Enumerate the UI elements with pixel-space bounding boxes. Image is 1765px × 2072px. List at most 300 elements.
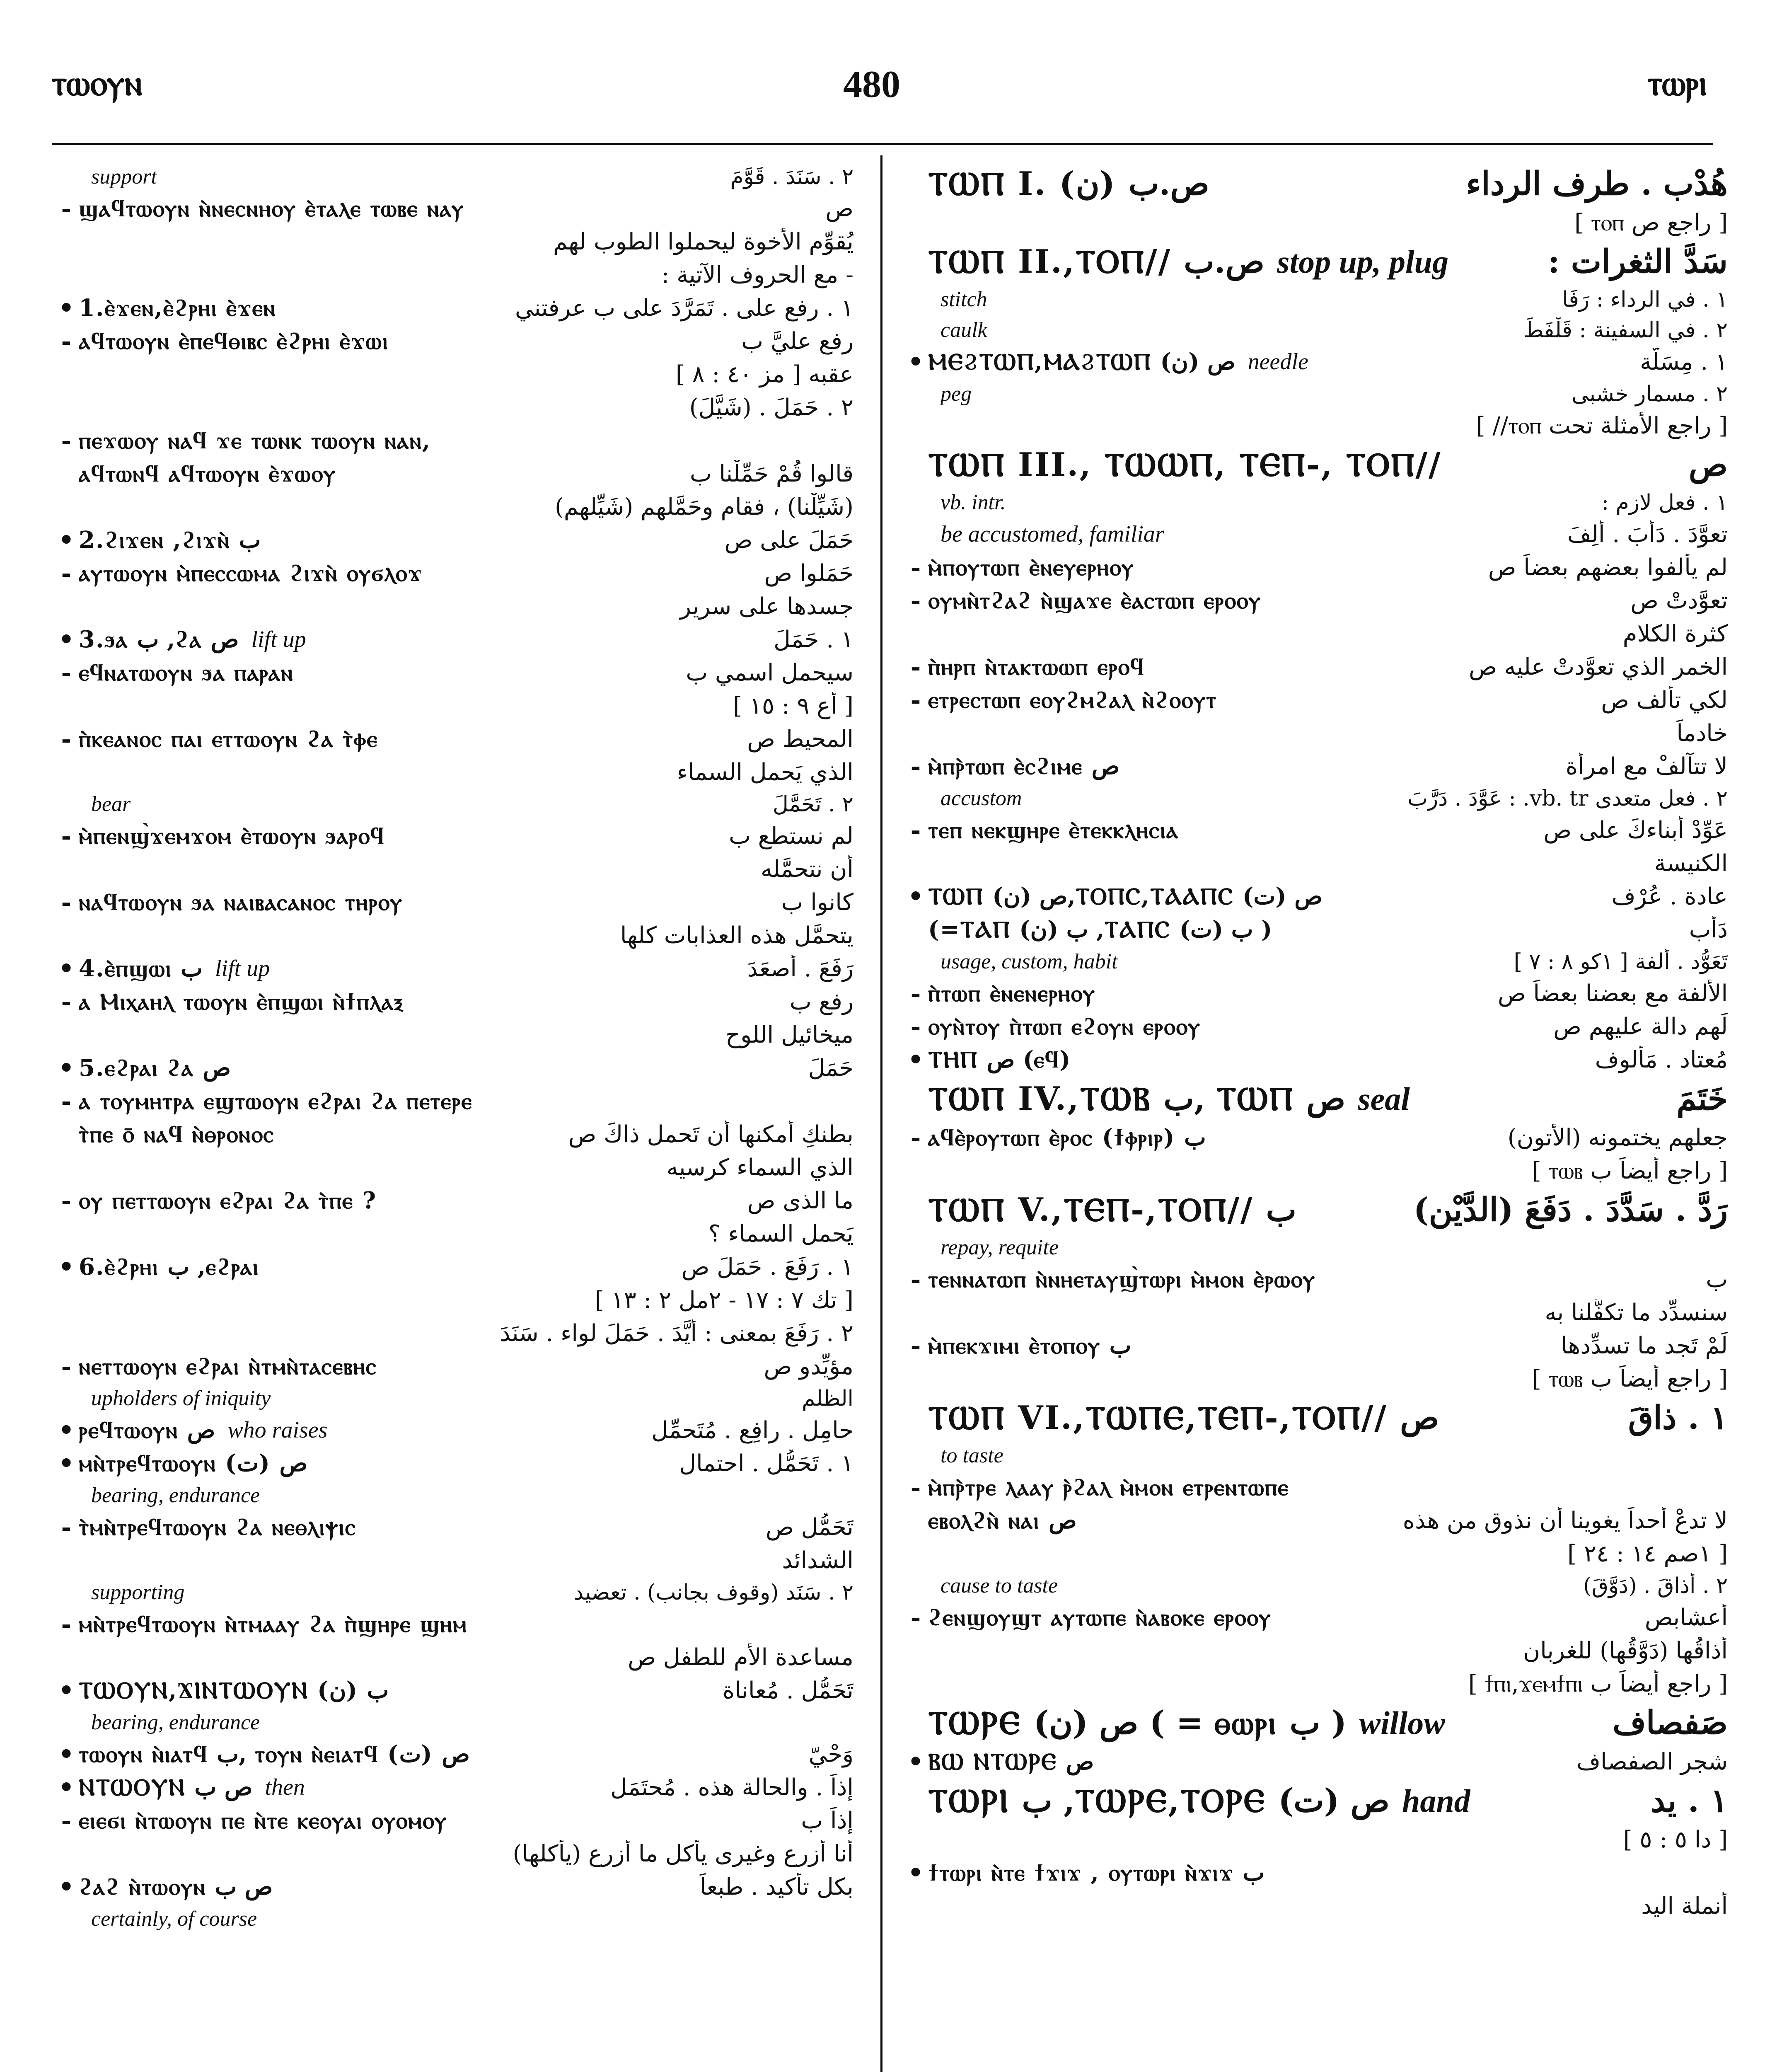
entry-line [54, 1871, 853, 1904]
entry-marker: - [910, 553, 921, 582]
entry-marker: • [58, 1676, 75, 1705]
entry-line [903, 717, 1728, 750]
coptic-text: ⲧⲱⲟⲩⲛ ⲛ̀ⲓⲁⲧϥ ب, ⲧⲟⲩⲛ ⲛ̀ⲉⲓⲁⲧϥ (ت) ص [79, 1740, 470, 1768]
entry-line [903, 651, 1728, 684]
entry-marker: • [907, 1046, 924, 1075]
coptic-text: 1.ⲉ̀ϫⲉⲛ,ⲉ̀ϩⲣⲏⲓ ⲉ̀ϫⲉⲛ [79, 294, 276, 322]
entry-line [54, 1577, 853, 1608]
entry-line [903, 315, 1728, 346]
arabic-gloss: تعوَّدَ . دَأَبَ . أَلِفَ [1567, 521, 1728, 548]
entry-line [903, 1890, 1728, 1923]
column-divider [880, 155, 882, 2072]
entry-line [54, 1804, 853, 1837]
entry-line [54, 391, 853, 424]
entry-line [54, 424, 853, 457]
entry-line [54, 1447, 853, 1480]
entry-marker: - [61, 658, 72, 687]
entry-line [54, 886, 853, 919]
entry-line [54, 1414, 853, 1447]
arabic-gloss: [ راجع أيضاً ب ⲧⲱⲃ ] [1532, 1365, 1728, 1393]
entry-marker: • [58, 954, 75, 983]
arabic-gloss: ب [1706, 1266, 1728, 1293]
coptic-text: ⲁϥⲧⲱⲟⲩⲛ ⲉ̀ⲡⲉϥⲑⲓⲃⲥ ⲉ̀ϩⲣⲏⲓ ⲉ̀ϫⲱⲓ [79, 327, 389, 355]
header-rule [52, 143, 1713, 145]
coptic-text: ⲦⲰⲠ VI.,ⲦⲰⲠⲈ,ⲦⲈⲠ-,ⲦⲞⲠ// ص [928, 1399, 1439, 1437]
english-gloss: vb. intr. [941, 490, 1006, 514]
arabic-gloss: رَدَّ . سَدَّدَ . دَفَعَ (الدَّيْن) [1413, 1191, 1728, 1229]
coptic-text: 2.ϩⲓϫⲉⲛ ,ϩⲓϫⲛ̀ ب [79, 526, 261, 554]
coptic-text: ⲉϥⲛⲁⲧⲱⲟⲩⲛ ϧⲁ ⲡⲁⲣⲁⲛ [79, 659, 294, 687]
coptic-text: ⲡ̀ⲧⲱⲡ ⲉ̀ⲛⲉⲛⲉⲣⲏⲟⲩ [928, 980, 1096, 1007]
arabic-gloss: ١ . تَحَمُّل . احتمال [679, 1450, 853, 1477]
english-gloss: accustom [941, 786, 1022, 810]
arabic-gloss: ٢ . رَفَعَ بمعنى : أيَّدَ . حَمَلَ لواء . سَنَدَ [500, 1320, 853, 1347]
entry-marker: - [61, 327, 72, 356]
arabic-gloss: الشدائد [782, 1547, 853, 1574]
entry-line [903, 518, 1728, 551]
coptic-text: ϣⲁϥⲧⲱⲟⲩⲛ ⲛ̀ⲛⲉⲥⲛⲏⲟⲩ ⲉ̀ⲧⲁⲗⲉ ⲧⲱⲃⲉ ⲛⲁⲩ [79, 195, 464, 223]
entry-line [54, 192, 853, 225]
page-number: 480 [843, 63, 900, 105]
arabic-gloss: ٢ . حَمَلَ . (شَيَّلَ) [689, 394, 853, 421]
english-gloss: be accustomed, familiar [941, 521, 1164, 547]
arabic-gloss: هُدْب . طرف الرداء [1466, 165, 1728, 203]
entry-line [54, 590, 853, 623]
arabic-gloss: أنملة اليد [1641, 1893, 1728, 1920]
arabic-gloss: يَحمل السماء ؟ [708, 1220, 853, 1248]
english-gloss: cause to taste [941, 1573, 1058, 1598]
entry-line [54, 1707, 853, 1738]
entry-headword-line [903, 162, 1728, 206]
entry-line [903, 1263, 1728, 1296]
coptic-text: ⲁ Ⲙⲓⲭⲁⲏⲗ ⲧⲱⲟⲩⲛ ⲉ̀ⲡϣⲱⲓ ⲛ̀ϯⲡⲗⲁⲝ [79, 988, 404, 1016]
entry-marker: - [910, 1603, 921, 1632]
coptic-text: ⲦⲰⲠ II.,ⲦⲞⲠ// ص.ب [928, 243, 1265, 281]
entry-line [903, 1857, 1728, 1890]
arabic-gloss: ١ . رَفَعَ . حَمَلَ ص [681, 1254, 853, 1281]
arabic-gloss: مُعتاد . مَألوف [1595, 1046, 1728, 1074]
entry-marker: - [61, 1610, 72, 1639]
entry-line [903, 1121, 1728, 1155]
english-gloss: peg [941, 382, 972, 406]
arabic-gloss: سَدَّ الثغرات : [1547, 243, 1728, 281]
english-gloss: needle [1248, 349, 1308, 375]
entry-line [54, 557, 853, 590]
arabic-gloss: [ تك ٧ : ١٧ - ٢مل ٢ : ١٣ ] [595, 1287, 853, 1314]
coptic-text: ⲡⲉϫⲱⲟⲩ ⲛⲁϥ ϫⲉ ⲧⲱⲛⲕ ⲧⲱⲟⲩⲛ ⲛⲁⲛ, [79, 427, 431, 455]
entry-line [903, 1571, 1728, 1601]
entry-line [903, 1363, 1728, 1396]
coptic-text: ⲙⲛ̀ⲧⲣⲉϥⲧⲱⲟⲩⲛ (ت) ص [79, 1450, 308, 1477]
english-gloss: hand [1402, 1783, 1470, 1819]
entry-marker: • [58, 1740, 75, 1769]
arabic-gloss: ما الذى ص [747, 1187, 853, 1215]
coptic-text: ⲦⲰⲠ IV.,ⲦⲰⲂ ب, ⲦⲰⲠ ص [928, 1080, 1346, 1118]
arabic-gloss: [ أع ٩ : ١٥ ] [733, 692, 853, 720]
entry-line [54, 491, 853, 524]
english-gloss: lift up [251, 627, 306, 653]
arabic-gloss: الظلم [802, 1386, 853, 1411]
arabic-gloss: صَفصاف [1613, 1704, 1728, 1742]
coptic-text: ⲙ̀ⲡⲣ̀ⲧⲣⲉ ⲗⲁⲁⲩ ⲣ̀ϩⲁⲗ ⲙ̀ⲙⲟⲛ ⲉⲧⲣⲉⲛⲧⲱⲡⲉ [928, 1474, 1289, 1501]
entry-line [54, 162, 853, 192]
entry-line [903, 1504, 1728, 1537]
arabic-gloss: ١ . ذاقَ [1628, 1399, 1728, 1437]
arabic-gloss: إذاً . والحالة هذه . مُحتَمَل [610, 1774, 853, 1801]
entry-line [903, 783, 1728, 814]
entry-line [54, 1771, 853, 1804]
arabic-gloss: ص [1688, 446, 1728, 484]
english-gloss: bear [91, 792, 131, 816]
entry-line [903, 584, 1728, 617]
arabic-gloss: ١ . حَمَلَ [774, 626, 853, 654]
entry-line [903, 284, 1728, 315]
entry-marker: - [910, 816, 921, 845]
arabic-gloss: لا تتآلفْ مع امرأة [1565, 753, 1728, 780]
arabic-gloss: كانوا ب [781, 889, 853, 916]
entry-line [54, 1904, 853, 1934]
entry-line [903, 1601, 1728, 1634]
entry-line [903, 1634, 1728, 1668]
arabic-gloss: الذي يَحمل السماء [677, 759, 853, 786]
entry-marker: - [910, 1473, 921, 1502]
arabic-gloss: رفع ب [789, 988, 853, 1016]
entry-line [54, 623, 853, 656]
entry-marker: - [910, 1265, 921, 1294]
entry-line [903, 1329, 1728, 1363]
arabic-gloss: أعشابص [1644, 1604, 1728, 1631]
arabic-gloss: تَحَمُّل ص [765, 1514, 853, 1541]
entry-line [54, 1738, 853, 1771]
coptic-text: ⲚⲦⲰⲞⲨⲚ ص ب [79, 1774, 253, 1801]
entry-line [54, 225, 853, 259]
entry-line [903, 379, 1728, 409]
english-gloss: lift up [215, 956, 270, 982]
coptic-text: ⲉⲃⲟⲗϩⲛ̀ ⲛⲁⲓ ص [928, 1507, 1077, 1535]
arabic-gloss: حَمَلَ [808, 1055, 853, 1082]
arabic-gloss: ١ . مِسَلَّة [1640, 349, 1728, 376]
arabic-gloss: (شَيِّلْنا) ، فقام وحَمَّلهم (شَيِّلهم) [555, 494, 853, 521]
english-gloss: to taste [941, 1443, 1003, 1467]
arabic-gloss: لَمْ تَجد ما تسدِّدها [1561, 1332, 1728, 1360]
entry-headword-line [903, 1779, 1728, 1823]
entry-line [54, 524, 853, 557]
entry-line [54, 358, 853, 391]
entry-line [54, 789, 853, 820]
entry-marker: - [61, 822, 72, 851]
coptic-text: ⲙ̀ⲡⲉⲕϫⲓⲙⲓ ⲉ̀ⲧⲟⲡⲟⲩ ب [928, 1332, 1132, 1360]
right-column [903, 162, 1728, 2072]
coptic-text: ⲣⲉϥⲧⲱⲟⲩⲛ ص [79, 1416, 215, 1444]
entry-line [54, 1350, 853, 1383]
arabic-gloss: إذاً ب [801, 1807, 853, 1835]
entry-marker: • [58, 1253, 75, 1282]
english-gloss: bearing, endurance [91, 1710, 260, 1734]
entry-marker: - [61, 888, 72, 917]
english-gloss: willow [1359, 1705, 1446, 1741]
arabic-gloss: الخمر الذي تعوَّدتْ عليه ص [1469, 654, 1728, 681]
arabic-gloss: أذاقُها (دَوَّقُها) للغربان [1523, 1637, 1728, 1665]
coptic-text: ⲦⲰⲠ III., ⲦⲰⲰⲠ, ⲦⲈⲠ-, ⲦⲞⲠ// [928, 446, 1442, 484]
coptic-text: 4.ⲉ̀ⲡϣⲱⲓ ب [79, 955, 203, 983]
entry-line [54, 1019, 853, 1052]
running-head-right: ⲧⲱⲣⲓ [1647, 62, 1707, 103]
entry-marker: - [910, 653, 921, 682]
coptic-text: ⲦⲰⲢⲈ ص (ن) ( = ⲑⲱⲣⲓ ب ) [928, 1704, 1347, 1742]
entry-marker: • [58, 1416, 75, 1445]
entry-line [54, 1085, 853, 1118]
arabic-gloss: أنا أزرع وغيرى يأكل ما أزرع (يأكلها) [513, 1840, 853, 1868]
coptic-text: ⲦⲰⲠ I. (ن) ص.ب [928, 165, 1209, 203]
arabic-gloss: حَمَلَ على ص [724, 527, 853, 554]
entry-line [54, 1184, 853, 1218]
entry-line [903, 206, 1728, 240]
entry-marker: - [910, 586, 921, 615]
entry-line [903, 880, 1728, 913]
entry-line [54, 952, 853, 985]
coptic-text: ⲟⲩⲙⲛ̀ⲧϩⲁϩ ⲛ̀ϣⲁϫⲉ ⲉ̀ⲁⲥⲧⲱⲡ ⲉⲣⲟⲟⲩ [928, 587, 1262, 615]
coptic-text: ⲙⲛ̀ⲧⲣⲉϥⲧⲱⲟⲩⲛ ⲛ̀ⲧⲙⲁⲁⲩ ϩⲁ ⲡ̀ϣⲏⲣⲉ ϣⲏⲙ [79, 1610, 467, 1638]
entry-line [54, 1218, 853, 1251]
arabic-gloss: خادماً [1676, 720, 1728, 747]
entry-line [903, 1232, 1728, 1263]
english-gloss: certainly, of course [91, 1907, 257, 1931]
arabic-gloss: [ راجع ص ⲧⲟⲡ ] [1574, 209, 1728, 237]
english-gloss: upholders of iniquity [91, 1386, 271, 1410]
entry-marker: - [61, 194, 72, 223]
entry-marker: - [61, 1513, 72, 1542]
arabic-gloss: المحيط ص [747, 726, 853, 753]
arabic-gloss: بطنكِ أمكنها أن تَحمل ذاكَ ص [568, 1121, 853, 1148]
coptic-text: ⲦⲰⲠ ص (ن),ⲦⲞⲠⲤ,ⲦⲀⲀⲠⲤ ص (ت) [928, 883, 1323, 910]
arabic-gloss: [ دا ٥ : ٥ ] [1623, 1826, 1728, 1854]
entry-marker: - [910, 1123, 921, 1152]
coptic-text: ⲦⲎⲠ ص (ⲉϥ) [928, 1046, 1071, 1074]
entry-marker: • [58, 294, 75, 323]
entry-headword-line [903, 443, 1728, 487]
coptic-text: ⲟⲩⲛ̀ⲧⲟⲩ ⲡ̀ⲧⲱⲡ ⲉϩⲟⲩⲛ ⲉⲣⲟⲟⲩ [928, 1013, 1201, 1041]
arabic-gloss: لا تدعْ أحداً يغوينا أن نذوق من هذه [1402, 1507, 1728, 1535]
coptic-text: ⲉⲧⲣⲉⲥⲧⲱⲡ ⲉⲟⲩϩⲙϩⲁⲗ ⲛ̀ϩⲟⲟⲩⲧ [928, 686, 1217, 714]
arabic-gloss: بكل تأكيد . طبعاً [699, 1874, 853, 1901]
arabic-gloss: وَحْيّ [808, 1741, 853, 1768]
arabic-gloss: مساعدة الأم للطفل ص [628, 1644, 853, 1671]
coptic-text: 5.ⲉϩⲣⲁⲓ ϩⲁ ص [79, 1054, 231, 1082]
arabic-gloss: رَفَعَ . أصعَدَ [747, 955, 853, 983]
arabic-gloss: الأُلفة مع بعضنا بعضاً ص [1498, 980, 1728, 1007]
english-gloss: bearing, endurance [91, 1483, 260, 1507]
entry-line [54, 1480, 853, 1511]
arabic-gloss: ١ . يد [1650, 1782, 1728, 1820]
entry-marker: • [907, 348, 924, 377]
arabic-gloss: الذي السماء كرسيه [666, 1154, 853, 1181]
entry-marker: • [907, 882, 924, 911]
arabic-gloss: ٢ . فعل متعدى vb. tr. : عَوَّدَ . دَرَّبَ [1407, 786, 1728, 811]
entry-line [54, 1284, 853, 1317]
entry-line [903, 487, 1728, 518]
entry-line [903, 1010, 1728, 1043]
arabic-gloss: لَهم دالة عليهم ص [1553, 1013, 1728, 1041]
coptic-text: ⲧ̀ⲡⲉ ⲟ̄ ⲛⲁϥ ⲛ̀ⲑⲣⲟⲛⲟⲥ [79, 1121, 275, 1148]
coptic-text: 3.ϧⲁ ب ,ϩⲁ ص [79, 626, 239, 654]
entry-line [903, 1296, 1728, 1329]
entry-line [54, 919, 853, 952]
entry-line [54, 723, 853, 756]
arabic-gloss: رفع عليَّ ب [741, 328, 853, 355]
entry-marker: • [58, 1773, 75, 1802]
coptic-text: ⲂⲰ ⲚⲦⲰⲢⲈ ص [928, 1748, 1094, 1776]
entry-line [54, 985, 853, 1019]
entry-marker: • [58, 1873, 75, 1902]
coptic-text: ⲧⲉⲛⲛⲁⲧⲱⲡ ⲛ̀ⲛⲏⲉⲧⲁⲩϣ̀ⲧⲱⲣⲓ ⲙ̀ⲙⲟⲛ ⲉ̀ⲣⲱⲟⲩ [928, 1266, 1316, 1293]
entry-line [54, 1052, 853, 1085]
coptic-text: 6.ⲉ̀ϩⲣⲏⲓ ب ,ⲉϩⲣⲁⲓ [79, 1253, 259, 1281]
entry-line [54, 457, 853, 491]
entry-marker: • [58, 1054, 75, 1083]
entry-line [903, 913, 1728, 946]
entry-line [54, 853, 853, 886]
arabic-gloss: [ راجع أيضاً ب ⲧⲱⲃ ] [1532, 1157, 1728, 1185]
arabic-gloss: ٢ . أذاقَ . (دَوَّقَ) [1583, 1573, 1728, 1598]
coptic-text: ⲛⲉⲧⲧⲱⲟⲩⲛ ⲉϩⲣⲁⲓ ⲛ̀ⲧⲙⲛ̀ⲧⲁⲥⲉⲃⲏⲥ [79, 1353, 377, 1380]
entry-line [54, 259, 853, 292]
arabic-gloss: خَتَمَ [1676, 1080, 1728, 1118]
entry-marker: - [61, 988, 72, 1017]
arabic-gloss: ١ . فعل لازم : [1601, 490, 1728, 515]
entry-line [54, 1837, 853, 1871]
arabic-gloss: [ ١صم ١٤ : ٢٤ ] [1567, 1540, 1728, 1568]
arabic-gloss: يتحمَّل هذه العذابات كلها [620, 922, 853, 949]
entry-marker: • [907, 1859, 924, 1888]
arabic-gloss: عادة . عُرْف [1611, 883, 1728, 910]
arabic-gloss: يُقوِّم الأخوة ليحملوا الطوب لهم [553, 228, 853, 256]
entry-marker: - [910, 752, 921, 781]
arabic-gloss: تَحَمُّل . مُعاناة [723, 1677, 853, 1704]
english-gloss: stop up, plug [1277, 244, 1449, 280]
arabic-gloss: ١ . رفع على . تَمَرَّدَ على ب عرفتني [515, 295, 853, 322]
entry-line [903, 847, 1728, 880]
entry-marker: - [61, 559, 72, 588]
arabic-gloss: ميخائيل اللوح [725, 1021, 853, 1049]
english-gloss: usage, custom, habit [941, 949, 1118, 973]
arabic-gloss: ٢ . في السفينة : قَلْفَطَ [1523, 317, 1728, 343]
coptic-text: ϩⲁϩ ⲛ̀ⲧⲱⲟⲩⲛ ص ب [79, 1873, 273, 1901]
entry-marker: - [61, 1806, 72, 1835]
entry-headword-line [903, 1188, 1728, 1232]
coptic-text: ⲦⲰⲢⲒ ب ,ⲦⲰⲢⲈ,ⲦⲞⲢⲈ ص (ت) [928, 1782, 1390, 1820]
entry-line [54, 1674, 853, 1707]
entry-line [903, 1823, 1728, 1857]
entry-line [903, 1668, 1728, 1701]
entry-line [54, 1317, 853, 1350]
entry-line [903, 409, 1728, 443]
arabic-gloss: سيحمل اسمي ب [686, 659, 853, 687]
arabic-gloss: - مع الحروف الآتية : [661, 261, 853, 289]
arabic-gloss: قالوا قُمْ حَمِّلْنا ب [689, 460, 853, 488]
entry-line [903, 750, 1728, 783]
arabic-gloss: دَأْب [1689, 916, 1728, 944]
coptic-text: ϩⲉⲛϣⲟⲩϣⲧ ⲁⲩⲧⲱⲡⲉ ⲛ̀ⲁⲃⲟⲕⲉ ⲉⲣⲟⲟⲩ [928, 1604, 1272, 1631]
english-gloss: caulk [941, 318, 987, 342]
coptic-text: ⲉⲓⲉϭⲓ ⲛ̀ⲧⲱⲟⲩⲛ ⲡⲉ ⲛ̀ⲧⲉ ⲕⲉⲟⲩⲁⲓ ⲟⲩⲟⲙⲟⲩ [79, 1807, 447, 1835]
entry-line [903, 814, 1728, 847]
entry-marker: - [61, 1186, 72, 1215]
coptic-text: ⲙ̀ⲡⲣ̀ⲧⲱⲡ ⲉ̀ⲥϩⲓⲙⲉ ص [928, 753, 1120, 780]
arabic-gloss: [ راجع أيضاً ب ϯⲡⲓ,ϫⲉⲙϯⲡⲓ ] [1468, 1670, 1728, 1698]
entry-marker: • [58, 625, 75, 654]
entry-marker: • [58, 1449, 75, 1478]
coptic-text: (=ⲦⲀⲠ ب (ن) ,ⲦⲀⲠⲤ ب (ت) ) [928, 916, 1272, 944]
arabic-gloss: كثرة الكلام [1622, 620, 1728, 648]
entry-line [54, 1544, 853, 1577]
entry-line [903, 977, 1728, 1010]
entry-marker: - [910, 686, 921, 715]
arabic-gloss: حامِل . رافِع . مُتَحمِّل [651, 1417, 853, 1444]
entry-line [903, 617, 1728, 651]
entry-line [54, 1118, 853, 1151]
coptic-text: ⲦⲰⲠ V.,ⲦⲈⲠ-,ⲦⲞⲠ// ب [928, 1191, 1297, 1229]
coptic-text: ⲧⲉⲡ ⲛⲉⲕϣⲏⲣⲉ ⲉ̀ⲧⲉⲕⲕⲗⲏⲥⲓⲁ [928, 816, 1179, 844]
arabic-gloss: مؤيِّدو ص [764, 1353, 853, 1380]
english-gloss: then [265, 1774, 305, 1801]
coptic-text: ⲙ̀ⲡⲟⲩⲧⲱⲡ ⲉ̀ⲛⲉⲩⲉⲣⲏⲟⲩ [928, 554, 1134, 581]
entry-line [903, 946, 1728, 977]
arabic-gloss: أن نتحمَّله [760, 856, 853, 883]
arabic-gloss: ص [825, 195, 853, 223]
entry-line [54, 1151, 853, 1184]
coptic-text: ⲛⲁϥⲧⲱⲟⲩⲛ ϧⲁ ⲛⲁⲓⲃⲁⲥⲁⲛⲟⲥ ⲧⲏⲣⲟⲩ [79, 888, 403, 916]
arabic-gloss: ١ . في الرداء : رَفَا [1562, 287, 1728, 312]
entry-line [903, 1745, 1728, 1779]
arabic-gloss: ٢ . سَنَد (وقوف بجانب) . تعضيد [573, 1580, 853, 1605]
entry-marker: • [907, 1748, 924, 1777]
coptic-text: ⲧ̀ⲙⲛ̀ⲧⲣⲉϥⲧⲱⲟⲩⲛ ϩⲁ ⲛⲉⲑⲗⲓⲯⲓⲥ [79, 1513, 356, 1541]
arabic-gloss: عقبه [ مز ٤٠ : ٨ ] [675, 361, 853, 388]
coptic-text: ⲁⲩⲧⲱⲟⲩⲛ ⲙ̀ⲡⲉⲥⲥⲱⲙⲁ ϩⲓϫⲛ̀ ⲟⲩϭⲗⲟϫ [79, 559, 423, 587]
entry-line [54, 1608, 853, 1641]
english-gloss: supporting [91, 1580, 185, 1604]
entry-headword-line [903, 1077, 1728, 1121]
arabic-gloss: عَوِّدْ أبناءكَ على ص [1543, 817, 1728, 844]
coptic-text: ⲘⲈϨⲦⲰⲠ,ⲘⲀϨⲦⲰⲠ ص (ن) [928, 348, 1236, 376]
coptic-text: ⲡ̀ⲕⲉⲁⲛⲟⲥ ⲡⲁⲓ ⲉⲧⲧⲱⲟⲩⲛ ϩⲁ ⲧ̀ⲫⲉ [79, 725, 378, 753]
entry-marker: - [61, 426, 72, 455]
entry-line [903, 1537, 1728, 1571]
entry-line [54, 656, 853, 690]
english-gloss: who raises [227, 1417, 328, 1443]
coptic-text: ⲟⲩ ⲡⲉⲧⲧⲱⲟⲩⲛ ⲉϩⲣⲁⲓ ϩⲁ ⲧ̀ⲡⲉ ? [79, 1187, 377, 1215]
entry-line [903, 1155, 1728, 1188]
arabic-gloss: تَعَوُّد . أُلفة [ ١كو ٨ : ٧ ] [1514, 949, 1728, 974]
entry-marker: - [910, 1331, 921, 1360]
coptic-text: ⲁ ⲧⲟⲩⲙⲏⲧⲣⲁ ⲉϣⲧⲱⲟⲩⲛ ⲉϩⲣⲁⲓ ϩⲁ ⲡⲉⲧⲉⲣⲉ [79, 1087, 473, 1115]
entry-marker: - [61, 1352, 72, 1381]
entry-line [54, 1251, 853, 1284]
entry-marker: • [58, 526, 75, 555]
entry-line [903, 684, 1728, 717]
entry-line [903, 1043, 1728, 1077]
entry-line [54, 1641, 853, 1674]
arabic-gloss: حَمَلوا ص [764, 560, 853, 587]
arabic-gloss: شجر الصفصاف [1576, 1748, 1728, 1776]
entry-headword-line [903, 1701, 1728, 1745]
entry-headword-line [903, 1396, 1728, 1440]
arabic-gloss: جسدها على سرير [679, 593, 853, 620]
entry-line [54, 820, 853, 853]
entry-line [54, 756, 853, 789]
arabic-gloss: لم نستطع ب [729, 823, 853, 850]
entry-line [54, 325, 853, 358]
